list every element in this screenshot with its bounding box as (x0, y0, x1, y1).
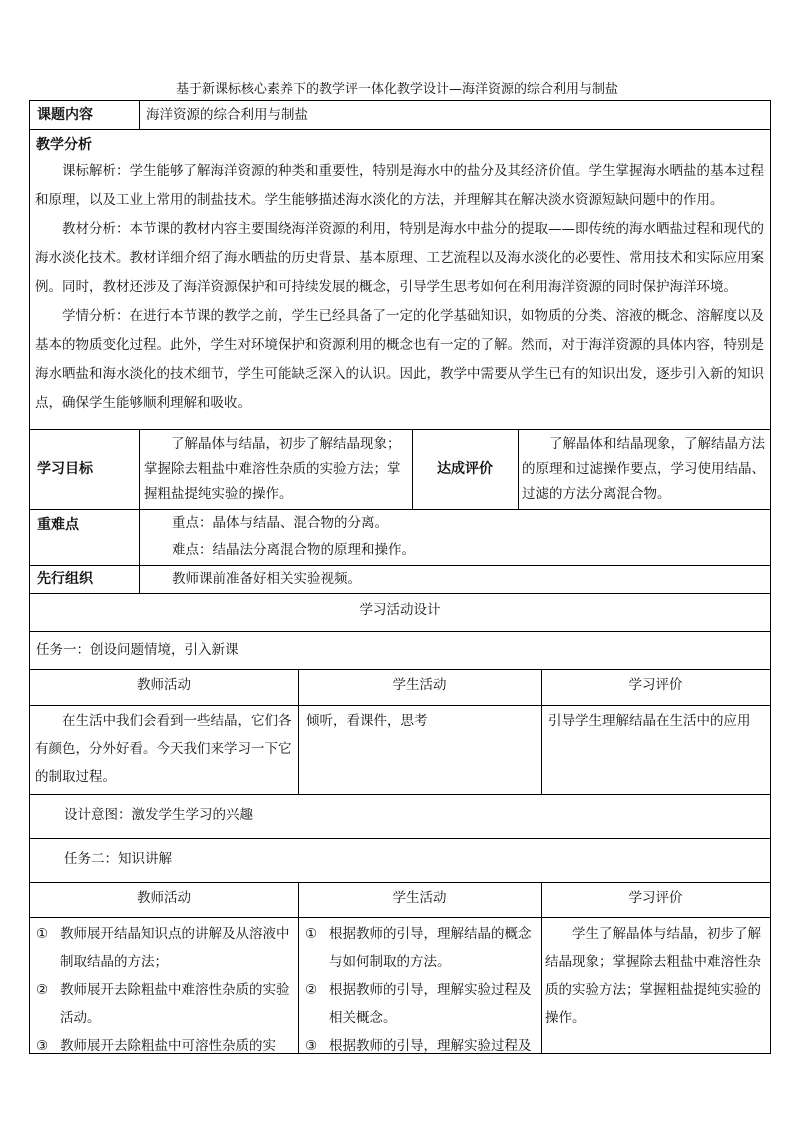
student-analysis: 学情分析：在进行本节课的教学之前，学生已经具备了一定的化学基础知识，如物质的分类、溶液的概念、溶解度以及基本的物质变化过程。此外，学生对环境保护和资源利用的概念也有一定的了解。然而，对于海洋资源的具体内容，特别是海水晒盐和海水淡化的技术细节，学生可能缺乏深入的认识。因此，教学中需要从学生已有的知识出发，逐步引入新的知识点，确保学生能够顺利理解和吸收。 (35, 308, 764, 411)
task2-header-evaluation: 学习评价 (628, 890, 683, 906)
task1-title-row (29, 632, 771, 670)
task1-header-evaluation: 学习评价 (628, 677, 683, 693)
task2-teacher-item-1: ① 教师展开结晶知识点的讲解及从溶液中制取结晶的方法； (36, 926, 290, 970)
topic-value: 海洋资源的综合利用与制盐 (146, 107, 308, 123)
task2-header-row (29, 883, 771, 918)
task2-header-teacher: 教师活动 (137, 890, 191, 906)
task2-teacher-cell (32, 918, 294, 1053)
page-title: 基于新课标核心素养下的教学评一体化教学设计—海洋资源的综合利用与制盐 (175, 82, 618, 97)
task2-student-cell (301, 918, 539, 1053)
task1-teacher-cell (35, 706, 293, 794)
goals-row (29, 430, 771, 510)
eval-text-cell (522, 430, 767, 509)
task1-design-intent: 设计意图：激发学生学习的兴趣 (64, 807, 253, 823)
task2-teacher-item-2: ② 教师展开去除粗盐中难溶性杂质的实验活动。 (36, 982, 290, 1026)
task2-teacher-item-3: ③ 教师展开去除粗盐中可溶性杂质的实 (36, 1038, 276, 1053)
textbook-analysis: 教材分析：本节课的教材内容主要围绕海洋资源的利用，特别是海水中盐分的提取——即传统的海水晒盐过程和现代的海水淡化技术。教材详细介绍了海水晒盐的历史背景、基本原理、工艺流程以及海水淡化的必要性、常用技术和实际应用案例。同时，教材还涉及了海洋资源保护和可持续发展的概念，引导学生思考如何在利用海洋资源的同时保护海洋环境。 (35, 221, 764, 295)
topic-label: 课题内容 (37, 107, 93, 123)
curriculum-analysis: 课标解析：学生能够了解海洋资源的种类和重要性，特别是海水中的盐分及其经济价值。学生掌握海水晒盐的基本过程和原理，以及工业上常用的制盐技术。学生能够描述海水淡化的方法，并理解其在解决淡水资源短缺问题中的作用。 (35, 163, 764, 208)
task1-content-row (29, 706, 771, 795)
key-points-row (29, 510, 771, 566)
advance-label: 先行组织 (37, 571, 93, 587)
goals-text: 了解晶体与结晶，初步了解结晶现象；掌握除去粗盐中难溶性杂质的实验方法；掌握粗盐提纯实验的操作。 (144, 436, 401, 502)
lesson-plan-table (29, 100, 771, 1054)
task2-content-row (29, 918, 771, 1054)
advance-text: 教师课前准备好相关实验视频。 (172, 571, 361, 587)
task1-header-row (29, 670, 771, 706)
task1-student-activity: 倾听，看课件，思考 (306, 713, 428, 729)
advance-row (29, 566, 771, 594)
analysis-row (29, 130, 771, 430)
task1-header-teacher: 教师活动 (137, 677, 191, 693)
goals-text-cell (144, 430, 410, 509)
task1-header-student: 学生活动 (392, 677, 447, 693)
task1-evaluation: 引导学生理解结晶在生活中的应用 (548, 713, 751, 729)
eval-text: 了解晶体和结晶现象，了解结晶方法的原理和过滤操作要点，学习使用结晶、过滤的方法分离混合物。 (522, 436, 765, 502)
analysis-body (35, 157, 767, 418)
task2-student-item-2: ② 根据教师的引导，理解实验过程及相关概念。 (305, 982, 532, 1026)
topic-row (29, 100, 771, 130)
key-points-body (172, 510, 415, 564)
difficult-point: 难点：结晶法分离混合物的原理和操作。 (172, 542, 415, 558)
eval-label: 达成评价 (437, 461, 493, 477)
key-point: 重点：晶体与结晶、混合物的分离。 (172, 515, 388, 531)
task2-header-student: 学生活动 (392, 890, 447, 906)
task2-student-item-3: ③ 根据教师的引导，理解实验过程及 (305, 1038, 532, 1053)
activity-title: 学习活动设计 (29, 594, 771, 632)
analysis-label: 教学分析 (36, 137, 92, 153)
task1-title: 任务一：创设问题情境，引入新课 (36, 642, 239, 658)
task2-evaluation: 学生了解晶体与结晶，初步了解结晶现象；掌握除去粗盐中难溶性杂质的实验方法；掌握粗盐提纯实验的操作。 (545, 926, 761, 1026)
task2-title-row (29, 839, 771, 883)
key-points-label: 重难点 (37, 517, 79, 533)
task2-title: 任务二：知识讲解 (64, 851, 172, 867)
task1-design-row (29, 795, 771, 839)
goals-label: 学习目标 (37, 461, 93, 477)
task1-teacher-activity: 在生活中我们会看到一些结晶，它们各有颜色，分外好看。今天我们来学习一下它的制取过程。 (35, 713, 292, 785)
task2-student-item-1: ① 根据教师的引导，理解结晶的概念与如何制取的方法。 (305, 926, 532, 970)
task2-evaluation-cell (545, 918, 767, 1053)
